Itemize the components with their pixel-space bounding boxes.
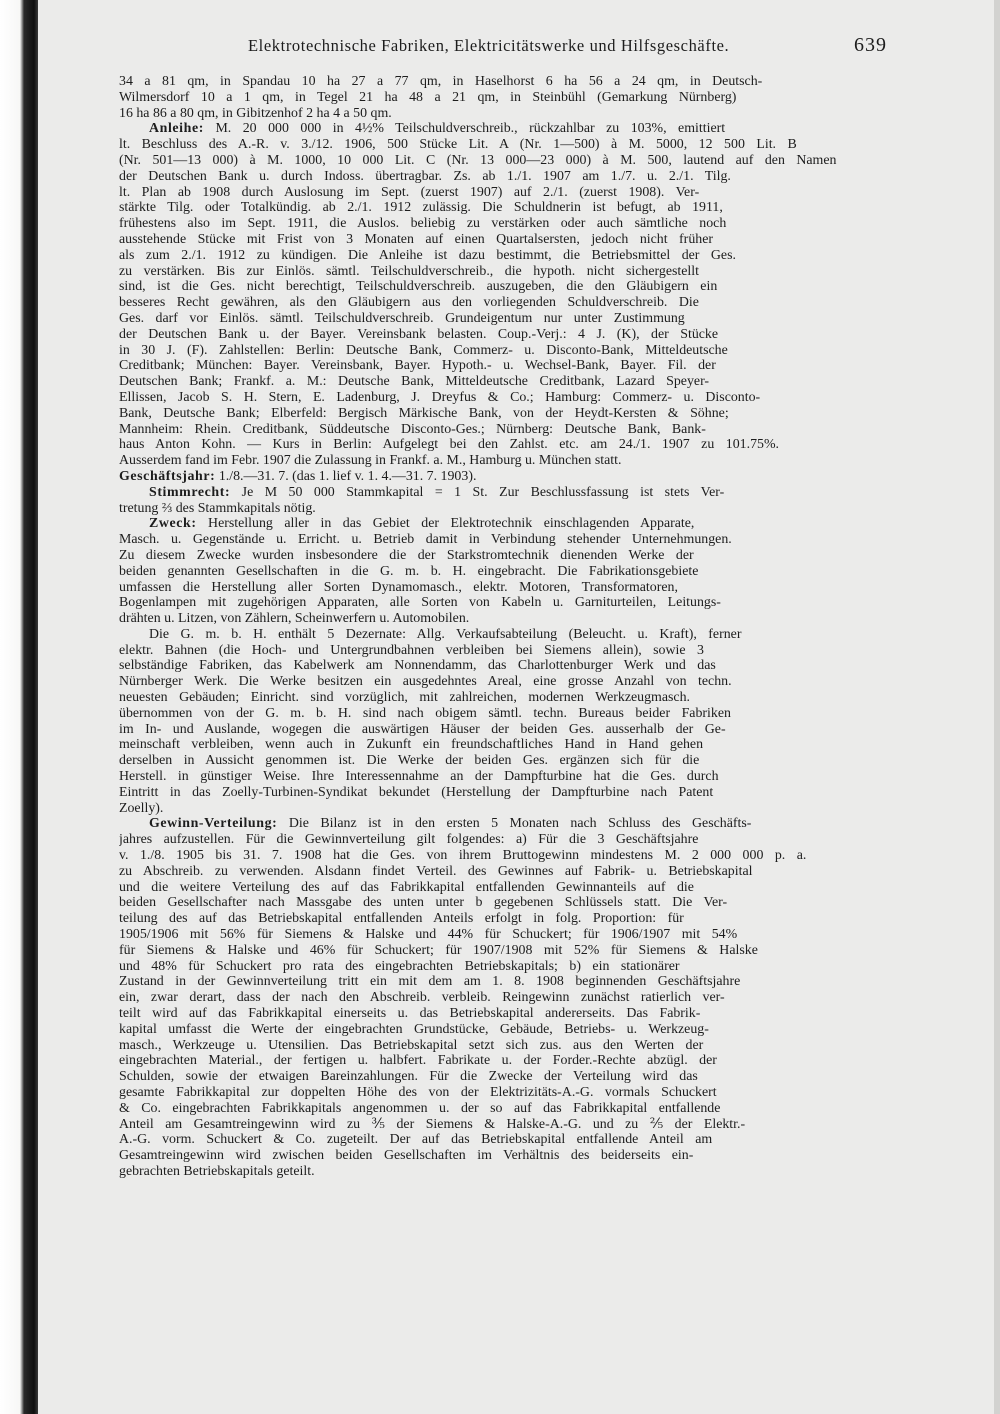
line-text: lt. Plan ab 1908 durch Auslosung im Sept. (zuerst 1907) auf 2./1. (zuerst 1908). Ver- xyxy=(119,184,700,200)
line-text: M. 20 000 000 in 4½% Teilschuldverschreib., rückzahlbar zu 103%, emittiert xyxy=(203,121,726,137)
text-line xyxy=(119,1132,899,1148)
line-text: und 48% für Schuckert pro rata des eingebrachten Betriebskapitals; b) ein stationärer xyxy=(119,958,680,974)
text-line xyxy=(119,1006,899,1022)
text-line xyxy=(119,1069,899,1085)
line-text: umfassen die Herstellung aller Sorten Dynamomasch., elektr. Motoren, Transformatoren, xyxy=(119,579,678,595)
text-line xyxy=(119,74,899,90)
line-text: zu Abschreib. zu verwenden. Alsdann findet Verteil. des Gewinnes auf Fabrik- u. Betriebskapital xyxy=(119,863,753,879)
line-text: Eintritt in das Zoelly-Turbinen-Syndikat bekundet (Herstellung der Dampfturbine nach Patent xyxy=(119,784,714,800)
text-line xyxy=(119,453,899,469)
text-line xyxy=(119,1053,899,1069)
line-text: tretung ⅔ des Stammkapitals nötig. xyxy=(119,500,316,516)
page-body-text xyxy=(119,74,899,1180)
line-text: der Deutschen Bank u. der Bayer. Vereinsbank belasten. Coup.-Verj.: 4 J. (K), der Stücke xyxy=(119,326,719,342)
text-line xyxy=(119,564,899,580)
text-line xyxy=(119,911,899,927)
line-text: 1./8.—31. 7. (das 1. lief v. 1. 4.—31. 7. 1903). xyxy=(215,468,477,484)
text-line xyxy=(119,580,899,596)
text-line xyxy=(119,358,899,374)
text-line xyxy=(119,485,899,501)
text-line xyxy=(119,90,899,106)
text-line xyxy=(119,595,899,611)
text-line xyxy=(119,422,899,438)
line-text: selbständige Fabriken, das Kabelwerk am Nonnendamm, das Charlottenburger Werk und das xyxy=(119,658,716,674)
line-text: besseres Recht gewähren, als den Gläubigern aus den vorliegenden Schuldverschreib. Die xyxy=(119,295,699,311)
text-line xyxy=(119,343,899,359)
line-text: (Nr. 501—13 000) à M. 1000, 10 000 Lit. C (Nr. 13 000—23 000) à M. 500, lautend auf den Namen xyxy=(119,152,837,168)
line-text: und die weitere Verteilung des auf das Fabrikkapital entfallenden Gewinnanteils auf die xyxy=(119,879,694,895)
text-line xyxy=(119,690,899,706)
line-text: Die G. m. b. H. enthält 5 Dezernate: Allg. Verkaufsabteilung (Beleucht. u. Kraft), ferner xyxy=(149,626,742,642)
text-line xyxy=(119,532,899,548)
section-label: Zweck: xyxy=(149,516,197,532)
text-line xyxy=(119,121,899,137)
text-line xyxy=(119,627,899,643)
line-text: Mannheim: Rhein. Creditbank, Süddeutsche Disconto-Ges.; Nürnberg: Deutsche Bank, Bank- xyxy=(119,421,706,437)
text-line xyxy=(119,990,899,1006)
line-text: neuesten Gebäuden; Einricht. sind vorzüglich, mit zahlreichen, modernen Werkzeugmasch. xyxy=(119,690,691,706)
text-line xyxy=(119,848,899,864)
line-text: haus Anton Kohn. — Kurs in Berlin: Aufgelegt bei den Zahlst. etc. am 24./1. 1907 zu 101.75%. xyxy=(119,437,780,453)
line-text: A.-G. vorm. Schuckert & Co. zugeteilt. Der auf das Betriebskapital entfallende Anteil am xyxy=(119,1132,713,1148)
text-line xyxy=(119,390,899,406)
text-line xyxy=(119,469,899,485)
line-text: beiden genannten Gesellschaften in die G. m. b. H. eingebracht. Die Fabrikationsgebiete xyxy=(119,563,699,579)
text-line xyxy=(119,153,899,169)
scan-binding-edge xyxy=(0,0,38,1414)
text-line xyxy=(119,927,899,943)
line-text: in 30 J. (F). Zahlstellen: Berlin: Deutsche Bank, Commerz- u. Disconto-Bank, Mitteldeutsche xyxy=(119,342,728,358)
line-text: Zoelly). xyxy=(119,800,164,816)
line-text: Die Bilanz ist in den ersten 5 Monaten nach Schluss des Geschäfts- xyxy=(277,816,752,832)
text-line xyxy=(119,1164,899,1180)
text-line xyxy=(119,1101,899,1117)
line-text: Deutschen Bank; Frankf. a. M.: Deutsche Bank, Mitteldeutsche Creditbank, Lazard Speyer- xyxy=(119,374,710,390)
section-label: Geschäftsjahr: xyxy=(119,468,216,484)
line-text: frühestens also im Sept. 1911, die Auslos. beliebig zu verstärken oder auch sämtliche noch xyxy=(119,216,727,232)
line-text: 34 a 81 qm, in Spandau 10 ha 27 a 77 qm, in Haselhorst 6 ha 56 a 24 qm, in Deutsch- xyxy=(119,74,763,89)
line-text: meinschaft verbleiben, wenn auch in Zukunft ein freundschaftliches Hand in Hand gehen xyxy=(119,737,704,753)
text-line xyxy=(119,501,899,517)
text-line xyxy=(119,1022,899,1038)
line-text: ein, zwar derart, dass der nach den Abschreib. verbleib. Reingewinn zunächst ratierlich ver- xyxy=(119,990,725,1006)
text-line xyxy=(119,737,899,753)
text-line xyxy=(119,279,899,295)
text-line xyxy=(119,1148,899,1164)
text-line xyxy=(119,548,899,564)
text-line xyxy=(119,1038,899,1054)
text-line xyxy=(119,1085,899,1101)
line-text: jahres aufzustellen. Für die Gewinnverteilung gilt folgendes: a) Für die 3 Geschäftsjahre xyxy=(119,832,699,848)
text-line xyxy=(119,801,899,817)
section-label: Stimmrecht: xyxy=(149,484,231,500)
text-line xyxy=(119,327,899,343)
line-text: derselben in Aussicht genommen ist. Die Werke der beiden Ges. ergänzen sich für die xyxy=(119,753,700,769)
text-line xyxy=(119,658,899,674)
line-text: Zu diesem Zwecke wurden insbesondere die der Starkstromtechnik dienenden Werke der xyxy=(119,547,694,563)
text-line xyxy=(119,1117,899,1133)
text-line xyxy=(119,374,899,390)
line-text: Ausserdem fand im Febr. 1907 die Zulassung in Frankf. a. M., Hamburg u. München statt. xyxy=(119,453,622,469)
line-text: v. 1./8. 1905 bis 31. 7. 1908 hat die Ges. von ihrem Bruttogewinn mindestens M. 2 000 000 p. a. xyxy=(119,848,807,864)
text-line xyxy=(119,832,899,848)
scan-right-edge xyxy=(994,0,1000,1414)
text-line xyxy=(119,895,899,911)
text-line xyxy=(119,295,899,311)
text-line xyxy=(119,137,899,153)
text-line xyxy=(119,248,899,264)
text-line xyxy=(119,880,899,896)
line-text: gesamte Fabrikkapital zur doppelten Höhe des von der Elektrizitäts-A.-G. vormals Schuckert xyxy=(119,1085,717,1100)
line-text: stärkte Tilg. oder Totalkündig. ab 2./1. 1912 zulässig. Die Schuldnerin ist befugt, ab 1911, xyxy=(119,200,723,216)
text-line xyxy=(119,943,899,959)
line-text: Bogenlampen mit zugehörigen Apparaten, alle Sorten von Kabeln u. Garniturteilen, Leitungs- xyxy=(119,595,721,611)
text-line xyxy=(119,437,899,453)
text-line xyxy=(119,674,899,690)
line-text: im In- und Auslande, wogegen die auswärtigen Häuser der beiden Ges. ausserhalb der Ge- xyxy=(119,721,726,737)
line-text: teilt wird auf das Fabrikkapital einerseits u. das Betriebskapital andererseits. Das Fabrik- xyxy=(119,1006,701,1022)
text-line xyxy=(119,769,899,785)
text-line xyxy=(119,232,899,248)
text-line xyxy=(119,974,899,990)
line-text: als zum 2./1. 1912 zu kündigen. Die Anleihe ist dazu bestimmt, die Betriebsmittel der Ges. xyxy=(119,247,736,263)
line-text: Ellissen, Jacob S. H. Stern, E. Ladenburg, J. Dreyfus & Co.; Hamburg: Commerz- u. Disconto- xyxy=(119,389,761,405)
line-text: 16 ha 86 a 80 qm, in Gibitzenhof 2 ha 4 a 50 qm. xyxy=(119,105,392,121)
line-text: ausstehende Stücke mit Frist von 3 Monaten auf einen Quartalsersten, jedoch nicht früher xyxy=(119,231,713,247)
text-line xyxy=(119,264,899,280)
text-line xyxy=(119,643,899,659)
page-number: 639 xyxy=(854,34,887,56)
line-text: Nürnberger Werk. Die Werke besitzen ein ausgedehntes Areal, eine grosse Anzahl von techn. xyxy=(119,674,732,690)
line-text: Herstell. in günstiger Weise. Ihre Interessennahme an der Dampfturbine hat die Ges. durch xyxy=(119,769,719,785)
line-text: 1905/1906 mit 56% für Siemens & Halske und 44% für Schuckert; für 1906/1907 mit 54% xyxy=(119,927,738,943)
line-text: gebrachten Betriebskapitals geteilt. xyxy=(119,1163,315,1179)
line-text: Je M 50 000 Stammkapital = 1 St. Zur Beschlussfassung ist stets Ver- xyxy=(230,484,725,500)
line-text: Anteil am Gesamtreingewinn wird zu ⅗ der Siemens & Halske-A.-G. und zu ⅖ der Elektr.- xyxy=(119,1116,746,1132)
text-line xyxy=(119,816,899,832)
line-text: übernommen von der G. m. b. H. sind nach obigem sämtl. techn. Bureaus beider Fabriken xyxy=(119,705,731,721)
line-text: kapital umfasst die Werte der eingebrachten Grundstücke, Gebäude, Betriebs- u. Werkzeug- xyxy=(119,1021,709,1037)
line-text: für Siemens & Halske und 46% für Schuckert; für 1907/1908 mit 52% für Siemens & Halske xyxy=(119,942,758,958)
line-text: zu verstärken. Bis zur Einlös. sämtl. Teilschuldverschreib., die hypoth. nicht sichergestellt xyxy=(119,263,700,279)
text-line xyxy=(119,516,899,532)
line-text: Wilmersdorf 10 a 1 qm, in Tegel 21 ha 48 a 21 qm, in Steinbühl (Gemarkung Nürnberg) xyxy=(119,89,737,105)
line-text: Schulden, sowie der etwaigen Bareinzahlungen. Für die Zwecke der Verteilung wird das xyxy=(119,1069,698,1085)
book-page xyxy=(38,0,994,1414)
line-text: beiden Gesellschafter nach Massgabe des unten unter b gegebenen Schlüssels statt. Die Ver- xyxy=(119,895,728,911)
line-text: masch., Werkzeuge u. Utensilien. Das Betriebskapital setzt sich zus. aus den Werten der xyxy=(119,1037,704,1053)
text-line xyxy=(119,185,899,201)
line-text: sind, ist die Ges. nicht berechtigt, Teilschuldverschreib. auszugeben, die den Gläubigern ein xyxy=(119,279,718,295)
line-text: Gesamtreingewinn wird zwischen beiden Gesellschaften im Verhältnis des beiderseits ein- xyxy=(119,1148,694,1164)
text-line xyxy=(119,864,899,880)
line-text: Zustand in der Gewinnverteilung tritt ein mit dem am 1. 8. 1908 beginnenden Geschäftsjahre xyxy=(119,974,741,990)
line-text: teilung des auf das Betriebskapital entfallenden Anteils erfolgt in folg. Proportion: für xyxy=(119,911,684,927)
text-line xyxy=(119,753,899,769)
line-text: elektr. Bahnen (die Hoch- und Untergrundbahnen verbleiben bei Siemens allein), sowie 3 xyxy=(119,642,704,658)
section-label: Anleihe: xyxy=(149,121,204,137)
line-text: & Co. eingebrachten Fabrikkapitals angenommen u. der so auf das Fabrikkapital entfallende xyxy=(119,1100,721,1116)
line-text: Creditbank; München: Bayer. Vereinsbank, Bayer. Hypoth.- u. Wechsel-Bank, Bayer. Fil. der xyxy=(119,358,716,374)
text-line xyxy=(119,706,899,722)
line-text: drähten u. Litzen, von Zählern, Scheinwerfern u. Automobilen. xyxy=(119,611,470,627)
text-line xyxy=(119,311,899,327)
text-line xyxy=(119,785,899,801)
text-line xyxy=(119,611,899,627)
text-line xyxy=(119,106,899,122)
section-label: Gewinn-Verteilung: xyxy=(149,816,278,832)
text-line xyxy=(119,169,899,185)
line-text: eingebrachten Material., der fertigen u. halbfert. Fabrikate u. der Forder.-Rechte abzügl. der xyxy=(119,1053,717,1069)
line-text: Ges. darf vor Einlös. sämtl. Teilschuldverschreib. Grundeigentum nur unter Zustimmung xyxy=(119,310,685,326)
text-line xyxy=(119,406,899,422)
line-text: lt. Beschluss des A.-R. v. 3./12. 1906, 500 Stücke Lit. A (Nr. 1—500) à M. 5000, 12 500 Lit. B xyxy=(119,137,797,153)
line-text: Herstellung aller in das Gebiet der Elektrotechnik einschlagenden Apparate, xyxy=(196,516,695,532)
line-text: Masch. u. Gegenstände u. Erricht. u. Betrieb damit in Verbindung stehender Unternehmungen. xyxy=(119,532,732,548)
line-text: der Deutschen Bank u. durch Indoss. übertragbar. Zs. ab 1./1. 1907 am 1./7. u. 2./1. Tilg. xyxy=(119,168,731,184)
text-line xyxy=(119,216,899,232)
text-line xyxy=(119,722,899,738)
text-line xyxy=(119,959,899,975)
line-text: Bank, Deutsche Bank; Elberfeld: Bergisch Märkische Bank, von der Heydt-Kersten & Söhne; xyxy=(119,405,729,421)
running-header: Elektrotechnische Fabriken, Elektricitätswerke und Hilfsgeschäfte. xyxy=(248,36,730,55)
text-line xyxy=(119,200,899,216)
